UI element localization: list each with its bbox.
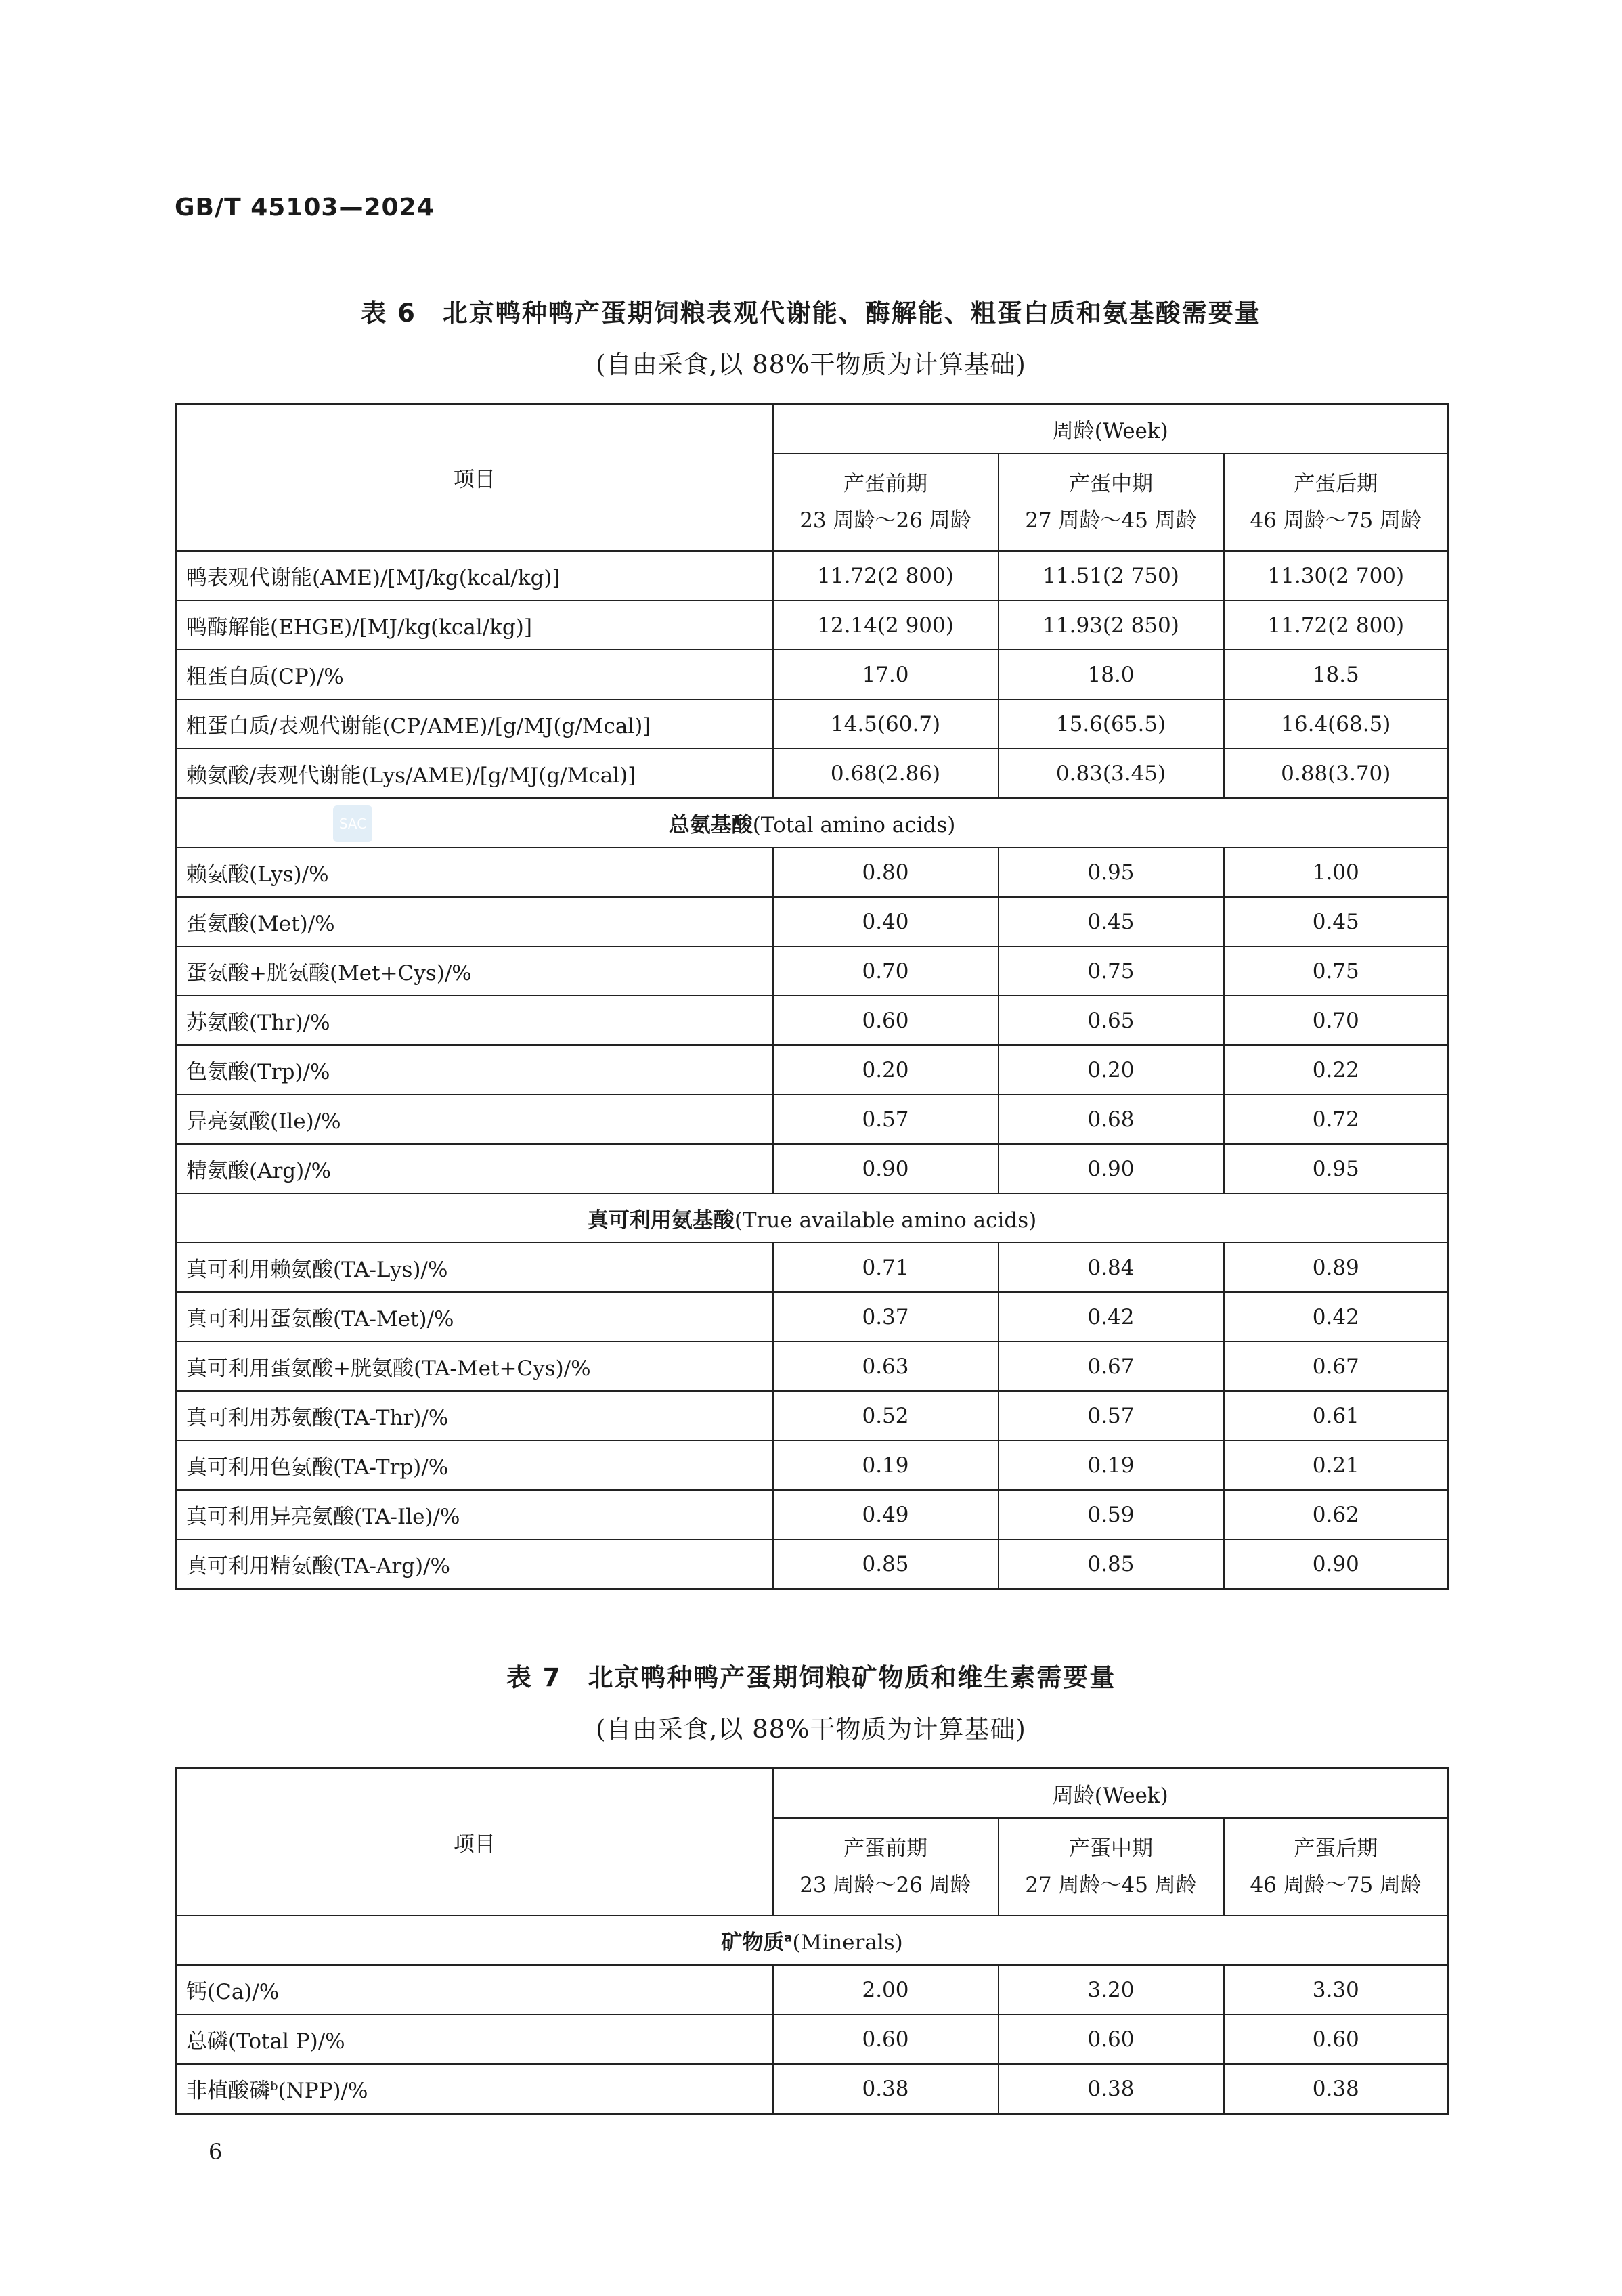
phase-range: 27 周龄～45 周龄 bbox=[1025, 508, 1197, 533]
footnote-marker: b bbox=[270, 2079, 278, 2094]
cell-value: 0.60 bbox=[773, 996, 999, 1045]
cell-value: 0.84 bbox=[999, 1243, 1224, 1292]
cell-value: 0.45 bbox=[999, 897, 1224, 946]
row-label: 钙(Ca)/% bbox=[176, 1965, 773, 2014]
cell-value: 0.95 bbox=[1224, 1144, 1449, 1193]
row-label: 真可利用色氨酸(TA-Trp)/% bbox=[176, 1440, 773, 1490]
cell-value: 3.20 bbox=[999, 1965, 1224, 2014]
cell-value: 0.83(3.45) bbox=[999, 749, 1224, 798]
table-row bbox=[176, 1539, 1449, 1589]
cell-value: 0.38 bbox=[773, 2064, 999, 2114]
phase-range: 46 周龄～75 周龄 bbox=[1250, 1873, 1422, 1897]
table6-header-week: 周龄(Week) bbox=[773, 404, 1449, 454]
row-label: 真可利用蛋氨酸(TA-Met)/% bbox=[176, 1292, 773, 1342]
table-row bbox=[176, 1490, 1449, 1539]
cell-value: 1.00 bbox=[1224, 847, 1449, 897]
table7-phase-mid bbox=[999, 1818, 1224, 1916]
table-row bbox=[176, 1342, 1449, 1391]
table6-header-item: 项目 bbox=[176, 404, 773, 552]
cell-value: 0.19 bbox=[999, 1440, 1224, 1490]
phase-name: 产蛋中期 bbox=[1069, 472, 1153, 496]
cell-value: 18.5 bbox=[1224, 650, 1449, 699]
phase-range: 27 周龄～45 周龄 bbox=[1025, 1873, 1197, 1897]
row-label: 真可利用蛋氨酸+胱氨酸(TA-Met+Cys)/% bbox=[176, 1342, 773, 1391]
phase-name: 产蛋中期 bbox=[1069, 1836, 1153, 1861]
cell-value: 16.4(68.5) bbox=[1224, 699, 1449, 749]
cell-value: 0.72 bbox=[1224, 1095, 1449, 1144]
table7 bbox=[175, 1767, 1449, 2115]
cell-value: 0.90 bbox=[773, 1144, 999, 1193]
cell-value: 0.45 bbox=[1224, 897, 1449, 946]
row-label: 鸭酶解能(EHGE)/[MJ/kg(kcal/kg)] bbox=[176, 600, 773, 650]
table7-phase-early bbox=[773, 1818, 999, 1916]
table-row bbox=[176, 650, 1449, 699]
table6-subtitle: (自由采食,以 88%干物质为计算基础) bbox=[596, 350, 1026, 379]
cell-value: 0.68(2.86) bbox=[773, 749, 999, 798]
cell-value: 0.21 bbox=[1224, 1440, 1449, 1490]
cell-value: 3.30 bbox=[1224, 1965, 1449, 2014]
row-label: 真可利用苏氨酸(TA-Thr)/% bbox=[176, 1391, 773, 1440]
cell-value: 0.68 bbox=[999, 1095, 1224, 1144]
table6-title: 表 6 北京鸭种鸭产蛋期饲粮表观代谢能、酶解能、粗蛋白质和氨基酸需要量 bbox=[361, 299, 1261, 328]
table-row bbox=[176, 749, 1449, 798]
table7-section-minerals bbox=[176, 1916, 1449, 1965]
section-title-cn: 真可利用氨基酸 bbox=[587, 1208, 735, 1233]
phase-name: 产蛋后期 bbox=[1294, 472, 1378, 496]
cell-value: 0.60 bbox=[1224, 2014, 1449, 2064]
cell-value: 0.70 bbox=[773, 946, 999, 996]
table-row bbox=[176, 946, 1449, 996]
cell-value: 0.71 bbox=[773, 1243, 999, 1292]
cell-value: 0.20 bbox=[773, 1045, 999, 1095]
cell-value: 0.22 bbox=[1224, 1045, 1449, 1095]
row-label: 赖氨酸(Lys)/% bbox=[176, 847, 773, 897]
cell-value: 0.67 bbox=[1224, 1342, 1449, 1391]
watermark-logo: SAC bbox=[333, 805, 372, 842]
table7-subtitle: (自由采食,以 88%干物质为计算基础) bbox=[596, 1715, 1026, 1744]
table6-phase-early bbox=[773, 454, 999, 551]
cell-value: 0.85 bbox=[999, 1539, 1224, 1589]
table-row bbox=[176, 996, 1449, 1045]
cell-value: 0.67 bbox=[999, 1342, 1224, 1391]
table7-header-item: 项目 bbox=[176, 1769, 773, 1916]
table6-section-true-available bbox=[176, 1193, 1449, 1243]
page-number: 6 bbox=[209, 2139, 223, 2165]
cell-value: 0.52 bbox=[773, 1391, 999, 1440]
row-label: 总磷(Total P)/% bbox=[176, 2014, 773, 2064]
cell-value: 0.61 bbox=[1224, 1391, 1449, 1440]
cell-value: 0.20 bbox=[999, 1045, 1224, 1095]
cell-value: 11.30(2 700) bbox=[1224, 551, 1449, 600]
table-row bbox=[176, 699, 1449, 749]
table-row bbox=[176, 551, 1449, 600]
cell-value: 11.51(2 750) bbox=[999, 551, 1224, 600]
table7-title: 表 7 北京鸭种鸭产蛋期饲粮矿物质和维生素需要量 bbox=[506, 1663, 1116, 1692]
table-row bbox=[176, 1045, 1449, 1095]
cell-value: 0.59 bbox=[999, 1490, 1224, 1539]
table7-header-week: 周龄(Week) bbox=[773, 1769, 1449, 1819]
table-row bbox=[176, 600, 1449, 650]
row-label: 粗蛋白质(CP)/% bbox=[176, 650, 773, 699]
table-row bbox=[176, 847, 1449, 897]
cell-value: 0.60 bbox=[773, 2014, 999, 2064]
phase-range: 23 周龄～26 周龄 bbox=[799, 508, 971, 533]
cell-value: 0.40 bbox=[773, 897, 999, 946]
label-part: 非植酸磷 bbox=[186, 2079, 270, 2103]
table6-phase-mid bbox=[999, 454, 1224, 551]
phase-name: 产蛋前期 bbox=[843, 472, 927, 496]
cell-value: 0.95 bbox=[999, 847, 1224, 897]
cell-value: 11.72(2 800) bbox=[1224, 600, 1449, 650]
cell-value: 12.14(2 900) bbox=[773, 600, 999, 650]
label-part: (NPP)/% bbox=[278, 2079, 368, 2103]
section-title-cn: 矿物质 bbox=[721, 1930, 785, 1955]
cell-value: 0.38 bbox=[999, 2064, 1224, 2114]
table-row bbox=[176, 1243, 1449, 1292]
cell-value: 18.0 bbox=[999, 650, 1224, 699]
section-title-cn: 总氨基酸 bbox=[668, 813, 753, 837]
cell-value: 2.00 bbox=[773, 1965, 999, 2014]
table6-caption bbox=[0, 292, 1622, 380]
table-row bbox=[176, 1144, 1449, 1193]
cell-value: 0.85 bbox=[773, 1539, 999, 1589]
phase-name: 产蛋前期 bbox=[843, 1836, 927, 1861]
row-label: 色氨酸(Trp)/% bbox=[176, 1045, 773, 1095]
row-label: 精氨酸(Arg)/% bbox=[176, 1144, 773, 1193]
cell-value: 0.42 bbox=[999, 1292, 1224, 1342]
cell-value: 0.89 bbox=[1224, 1243, 1449, 1292]
cell-value: 0.70 bbox=[1224, 996, 1449, 1045]
row-label: 真可利用异亮氨酸(TA-Ile)/% bbox=[176, 1490, 773, 1539]
cell-value: 0.90 bbox=[1224, 1539, 1449, 1589]
row-label: 赖氨酸/表观代谢能(Lys/AME)/[g/MJ(g/Mcal)] bbox=[176, 749, 773, 798]
cell-value: 15.6(65.5) bbox=[999, 699, 1224, 749]
phase-range: 23 周龄～26 周龄 bbox=[799, 1873, 971, 1897]
cell-value: 0.62 bbox=[1224, 1490, 1449, 1539]
cell-value: 0.75 bbox=[1224, 946, 1449, 996]
table-row bbox=[176, 1391, 1449, 1440]
row-label: 异亮氨酸(Ile)/% bbox=[176, 1095, 773, 1144]
table-row bbox=[176, 1292, 1449, 1342]
row-label: 真可利用精氨酸(TA-Arg)/% bbox=[176, 1539, 773, 1589]
row-label: 蛋氨酸+胱氨酸(Met+Cys)/% bbox=[176, 946, 773, 996]
cell-value: 11.93(2 850) bbox=[999, 600, 1224, 650]
cell-value: 0.80 bbox=[773, 847, 999, 897]
cell-value: 0.38 bbox=[1224, 2064, 1449, 2114]
row-label: 真可利用赖氨酸(TA-Lys)/% bbox=[176, 1243, 773, 1292]
cell-value: 0.75 bbox=[999, 946, 1224, 996]
row-label bbox=[176, 2064, 773, 2114]
footnote-marker: a bbox=[784, 1930, 793, 1945]
row-label: 鸭表观代谢能(AME)/[MJ/kg(kcal/kg)] bbox=[176, 551, 773, 600]
cell-value: 14.5(60.7) bbox=[773, 699, 999, 749]
row-label: 蛋氨酸(Met)/% bbox=[176, 897, 773, 946]
cell-value: 0.90 bbox=[999, 1144, 1224, 1193]
cell-value: 0.63 bbox=[773, 1342, 999, 1391]
cell-value: 0.65 bbox=[999, 996, 1224, 1045]
cell-value: 0.19 bbox=[773, 1440, 999, 1490]
section-title-en: (True available amino acids) bbox=[734, 1208, 1037, 1233]
table-row bbox=[176, 1095, 1449, 1144]
cell-value: 11.72(2 800) bbox=[773, 551, 999, 600]
cell-value: 17.0 bbox=[773, 650, 999, 699]
table6-phase-late bbox=[1224, 454, 1449, 551]
cell-value: 0.42 bbox=[1224, 1292, 1449, 1342]
cell-value: 0.57 bbox=[999, 1391, 1224, 1440]
section-title-en: (Minerals) bbox=[792, 1930, 903, 1955]
cell-value: 0.60 bbox=[999, 2014, 1224, 2064]
table-row bbox=[176, 1440, 1449, 1490]
table6 bbox=[175, 403, 1449, 1590]
cell-value: 0.88(3.70) bbox=[1224, 749, 1449, 798]
phase-name: 产蛋后期 bbox=[1294, 1836, 1378, 1861]
cell-value: 0.49 bbox=[773, 1490, 999, 1539]
row-label: 苏氨酸(Thr)/% bbox=[176, 996, 773, 1045]
section-title-en: (Total amino acids) bbox=[752, 813, 956, 837]
table7-phase-late bbox=[1224, 1818, 1449, 1916]
row-label: 粗蛋白质/表观代谢能(CP/AME)/[g/MJ(g/Mcal)] bbox=[176, 699, 773, 749]
cell-value: 0.57 bbox=[773, 1095, 999, 1144]
standard-code: GB/T 45103—2024 bbox=[175, 194, 435, 221]
table-row bbox=[176, 897, 1449, 946]
table7-caption bbox=[0, 1657, 1622, 1745]
phase-range: 46 周龄～75 周龄 bbox=[1250, 508, 1422, 533]
cell-value: 0.37 bbox=[773, 1292, 999, 1342]
